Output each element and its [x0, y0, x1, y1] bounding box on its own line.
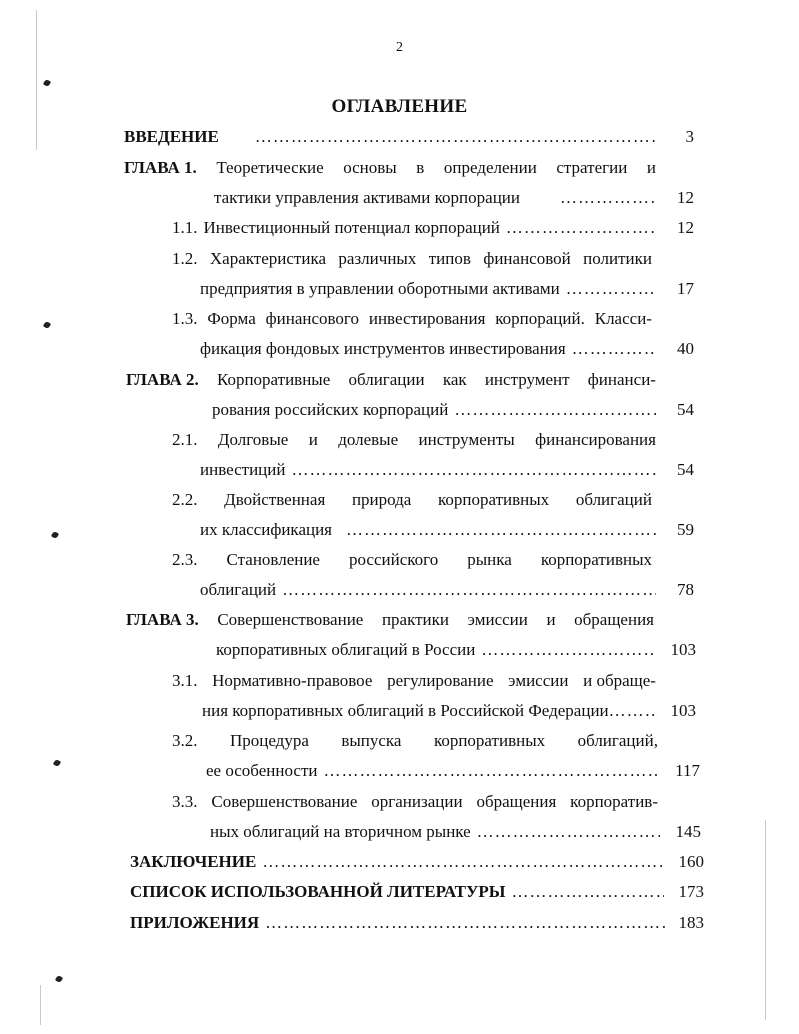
word: рынка — [467, 550, 512, 569]
toc-entry-chapter-3-cont — [216, 638, 656, 662]
entry-text: ния корпоративных облигаций в Российской Федерации — [202, 701, 609, 720]
toc-entry-1-3[interactable] — [172, 307, 652, 331]
entry-page: 59 — [677, 520, 694, 539]
toc-entry-2-1[interactable] — [172, 428, 656, 452]
entry-page: 12 — [677, 188, 694, 207]
section-number: 3.3. — [172, 792, 198, 811]
word: природа — [351, 490, 412, 509]
scan-edge-line — [765, 820, 766, 1020]
word: Теоретические — [216, 158, 324, 177]
toc-entry-3-1[interactable] — [172, 669, 656, 693]
entry-text: инвестиций — [200, 460, 286, 479]
word: Двойственная — [224, 490, 326, 509]
leader-dots — [609, 699, 658, 723]
word: регулирование — [387, 671, 494, 690]
word: Процедура — [229, 731, 309, 750]
word: финансирования — [535, 430, 656, 449]
section-number: 2.2. — [172, 490, 198, 509]
word: организации — [371, 792, 463, 811]
word: Нормативно-правовое — [212, 671, 373, 690]
word: и — [546, 610, 556, 629]
word: корпоративных — [433, 731, 546, 750]
leader-dots — [346, 518, 656, 542]
word: выпуска — [341, 731, 402, 750]
entry-text: тактики управления активами корпорации — [214, 188, 520, 207]
page-number: 2 — [396, 40, 403, 55]
entry-page: 12 — [677, 218, 694, 237]
section-number: 3.1. — [172, 671, 198, 690]
entry-page: 160 — [678, 852, 704, 871]
entry-page: 40 — [677, 339, 694, 358]
section-number: 2.1. — [172, 430, 198, 449]
leader-dots — [282, 578, 656, 602]
word: Корпоративные — [216, 370, 331, 389]
word: обращения — [574, 610, 654, 629]
word: в — [416, 158, 425, 177]
word: и — [308, 430, 318, 449]
section-number: 1.3. — [172, 309, 198, 328]
entry-page: 17 — [677, 279, 694, 298]
entry-text: корпоративных облигаций в России — [216, 640, 476, 659]
word: Форма — [207, 309, 256, 328]
entry-page: 3 — [685, 127, 694, 146]
word: практики — [381, 610, 449, 629]
scan-speck — [55, 975, 63, 983]
entry-page: 103 — [670, 701, 696, 720]
toc-entry-chapter-1[interactable] — [124, 156, 656, 180]
word: и — [646, 158, 656, 177]
scan-edge-line — [36, 10, 37, 150]
word: Характеристика — [209, 249, 327, 268]
word: долевые — [338, 430, 399, 449]
entry-page: 117 — [675, 761, 700, 780]
entry-text: фикация фондовых инструментов инвестирования — [200, 339, 566, 358]
word: Становление — [226, 550, 320, 569]
toc-entry-chapter-2[interactable] — [126, 368, 656, 392]
entry-text: Инвестиционный потенциал корпораций — [203, 218, 500, 237]
entry-page: 173 — [678, 882, 704, 901]
leader-dots — [512, 880, 665, 904]
leader-dots — [265, 911, 666, 935]
toc-entry-2-2[interactable] — [172, 488, 652, 512]
word: стратегии — [556, 158, 628, 177]
leader-dots — [506, 216, 656, 240]
word: корпоратив- — [570, 792, 658, 811]
section-number: 3.2. — [172, 731, 198, 750]
entry-page: 103 — [670, 640, 696, 659]
leader-dots — [454, 398, 656, 422]
toc-entry-1-2-cont — [200, 277, 656, 301]
word: корпоративных — [540, 550, 652, 569]
word: определении — [443, 158, 537, 177]
leader-dots — [323, 759, 658, 783]
entry-text: рования российских корпораций — [212, 400, 449, 419]
section-number: 2.3. — [172, 550, 198, 569]
scan-speck — [51, 531, 59, 539]
toc-entry-3-1-cont — [202, 699, 658, 723]
toc-entry-references[interactable] — [130, 880, 664, 904]
leader-dots — [477, 820, 660, 844]
entry-label: ВВЕДЕНИЕ — [124, 127, 219, 146]
word: Долговые — [217, 430, 289, 449]
word: как — [442, 370, 467, 389]
word: обращения — [476, 792, 557, 811]
toc-entry-3-2[interactable] — [172, 729, 658, 753]
scan-speck — [53, 759, 61, 767]
entry-label: ПРИЛОЖЕНИЯ — [130, 913, 260, 932]
word: облигации — [348, 370, 425, 389]
word: корпораций. — [495, 309, 585, 328]
scan-edge-line — [40, 985, 41, 1025]
leader-dots — [291, 458, 656, 482]
toc-title: ОГЛАВЛЕНИЕ — [331, 96, 468, 117]
toc-entry-appendix[interactable] — [130, 911, 666, 935]
section-number: 1.2. — [172, 249, 198, 268]
leader-dots — [572, 337, 656, 361]
entry-page: 78 — [677, 580, 694, 599]
toc-entry-2-3[interactable] — [172, 548, 652, 572]
leader-dots — [255, 125, 656, 149]
word: основы — [343, 158, 397, 177]
word: и обраще- — [583, 671, 656, 690]
toc-entry-chapter-3[interactable] — [126, 608, 654, 632]
leader-dots — [560, 186, 656, 210]
chapter-number: ГЛАВА 1. — [124, 158, 197, 177]
entry-page: 145 — [675, 822, 701, 841]
word: различных — [338, 249, 417, 268]
word: российского — [349, 550, 439, 569]
toc-entry-2-1-cont — [200, 458, 656, 482]
leader-dots — [566, 277, 656, 301]
entry-text: ее особенности — [206, 761, 318, 780]
word: Совершенствование — [217, 610, 364, 629]
word: инструмент — [484, 370, 570, 389]
chapter-number: ГЛАВА 2. — [126, 370, 199, 389]
leader-dots — [262, 850, 664, 874]
leader-dots — [481, 638, 656, 662]
entry-page: 54 — [677, 400, 694, 419]
entry-text: облигаций — [200, 580, 277, 599]
toc-entry-intro[interactable] — [124, 125, 656, 149]
entry-label: ЗАКЛЮЧЕНИЕ — [130, 852, 257, 871]
entry-text: ных облигаций на вторичном рынке — [210, 822, 471, 841]
word: инвестирования — [368, 309, 486, 328]
scan-speck — [43, 321, 51, 329]
entry-text: предприятия в управлении оборотными активами — [200, 279, 560, 298]
word: эмиссии — [508, 671, 569, 690]
word: облигаций, — [577, 731, 658, 750]
word: типов — [428, 249, 471, 268]
entry-text: их классификация — [200, 520, 332, 539]
word: облигаций — [575, 490, 652, 509]
toc-entry-chapter-1-cont — [214, 186, 656, 210]
toc-entry-3-2-cont — [206, 759, 658, 783]
word: Совершенствование — [211, 792, 358, 811]
toc-entry-3-3-cont — [210, 820, 660, 844]
entry-label: СПИСОК ИСПОЛЬЗОВАННОЙ ЛИТЕРАТУРЫ — [130, 882, 506, 901]
scan-speck — [43, 79, 51, 87]
word: инструменты — [418, 430, 515, 449]
toc-entry-1-1[interactable] — [172, 216, 656, 240]
word: корпоративных — [438, 490, 550, 509]
chapter-number: ГЛАВА 3. — [126, 610, 199, 629]
toc-entry-2-2-cont — [200, 518, 656, 542]
word: политики — [583, 249, 652, 268]
toc-entry-1-2[interactable] — [172, 247, 652, 271]
toc-entry-conclusion[interactable] — [130, 850, 664, 874]
toc-entry-1-3-cont — [200, 337, 656, 361]
toc-entry-3-3[interactable] — [172, 790, 658, 814]
toc-entry-2-3-cont — [200, 578, 656, 602]
word: эмиссии — [467, 610, 528, 629]
entry-page: 183 — [678, 913, 704, 932]
toc-entry-chapter-2-cont — [212, 398, 656, 422]
entry-page: 54 — [677, 460, 694, 479]
section-number: 1.1. — [172, 218, 198, 237]
word: Класси- — [594, 309, 652, 328]
word: финансовой — [483, 249, 571, 268]
word: финансового — [265, 309, 359, 328]
word: финанси- — [587, 370, 656, 389]
